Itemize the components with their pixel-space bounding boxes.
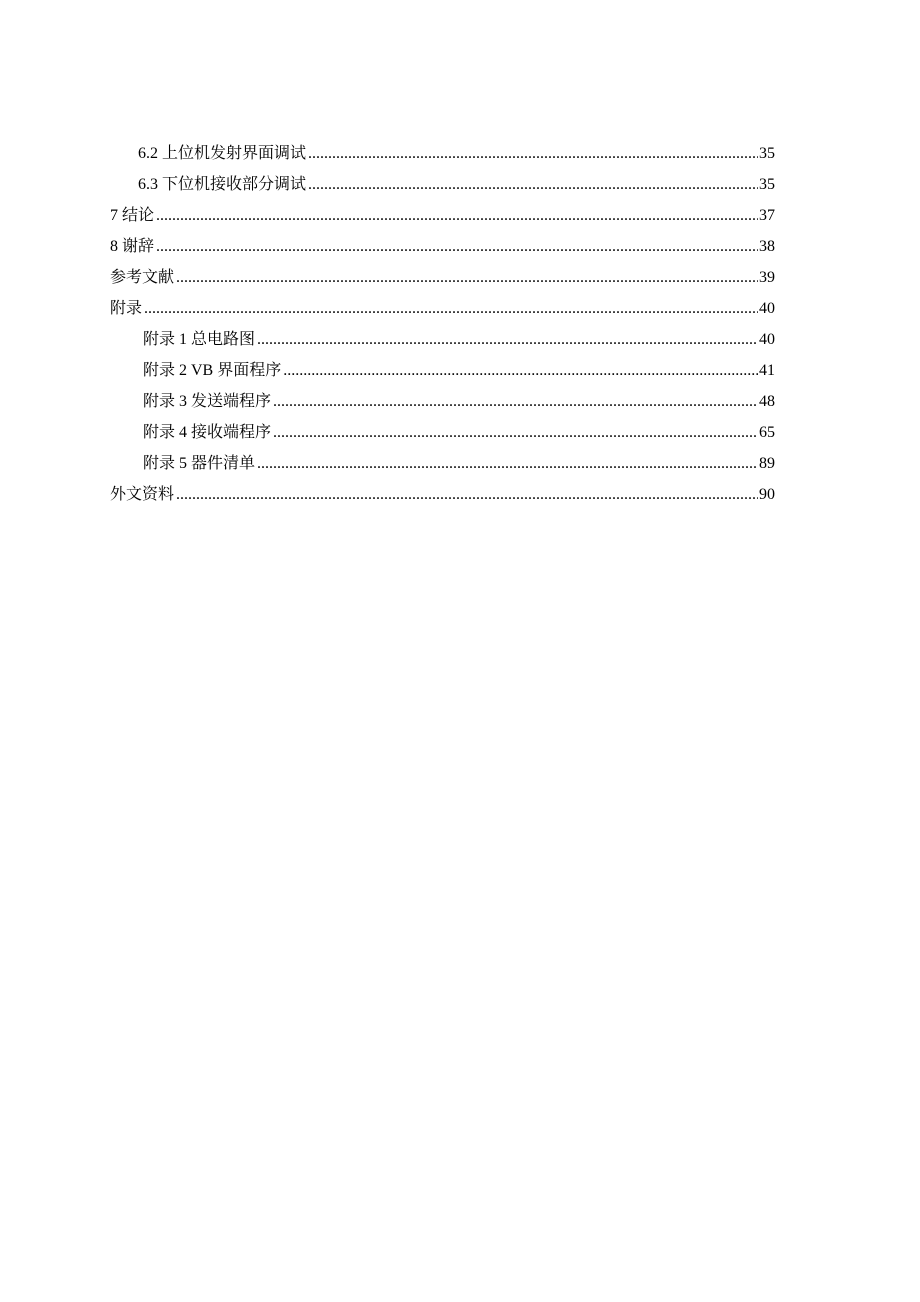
toc-dot-leader [308, 138, 758, 169]
toc-entry-title: 外文资料 [110, 486, 175, 503]
toc-dot-leader [257, 448, 758, 479]
toc-entry-title: 附录 4 接收端程序 [143, 424, 272, 441]
toc-dot-leader [308, 169, 758, 200]
toc-dot-leader [273, 417, 758, 448]
toc-entry-page: 48 [759, 393, 775, 410]
toc-entry-appendix-3[interactable] [110, 386, 775, 417]
toc-entry-appendix-5[interactable] [110, 448, 775, 479]
table-of-contents [110, 138, 775, 510]
toc-entry-page: 35 [759, 176, 775, 193]
toc-dot-leader [273, 386, 758, 417]
toc-entry-page: 90 [759, 486, 775, 503]
toc-entry-title: 7 结论 [110, 207, 155, 224]
toc-entry-conclusion[interactable] [110, 200, 775, 231]
toc-entry-title: 附录 [110, 300, 143, 317]
toc-dot-leader [156, 200, 758, 231]
toc-entry-6-2[interactable] [110, 138, 775, 169]
toc-entry-6-3[interactable] [110, 169, 775, 200]
toc-entry-title: 6.3 下位机接收部分调试 [138, 176, 307, 193]
toc-entry-title: 6.2 上位机发射界面调试 [138, 145, 307, 162]
toc-entry-title: 附录 2 VB 界面程序 [143, 362, 282, 379]
toc-entry-page: 38 [759, 238, 775, 255]
toc-entry-page: 39 [759, 269, 775, 286]
toc-entry-title: 附录 3 发送端程序 [143, 393, 272, 410]
toc-entry-title: 8 谢辞 [110, 238, 155, 255]
toc-dot-leader [176, 262, 758, 293]
toc-entry-title: 参考文献 [110, 269, 175, 286]
toc-entry-page: 37 [759, 207, 775, 224]
toc-entry-title: 附录 1 总电路图 [143, 331, 256, 348]
toc-entry-references[interactable] [110, 262, 775, 293]
toc-dot-leader [176, 479, 758, 510]
toc-entry-page: 35 [759, 145, 775, 162]
toc-dot-leader [156, 231, 758, 262]
toc-entry-page: 40 [759, 331, 775, 348]
toc-entry-title: 附录 5 器件清单 [143, 455, 256, 472]
toc-dot-leader [257, 324, 758, 355]
toc-dot-leader [283, 355, 758, 386]
toc-entry-foreign-materials[interactable] [110, 479, 775, 510]
toc-entry-appendix-1[interactable] [110, 324, 775, 355]
toc-entry-page: 41 [759, 362, 775, 379]
toc-entry-appendix-4[interactable] [110, 417, 775, 448]
toc-entry-page: 40 [759, 300, 775, 317]
toc-entry-appendix-2[interactable] [110, 355, 775, 386]
toc-dot-leader [144, 293, 758, 324]
toc-entry-appendix[interactable] [110, 293, 775, 324]
toc-entry-page: 89 [759, 455, 775, 472]
toc-entry-acknowledgements[interactable] [110, 231, 775, 262]
toc-entry-page: 65 [759, 424, 775, 441]
